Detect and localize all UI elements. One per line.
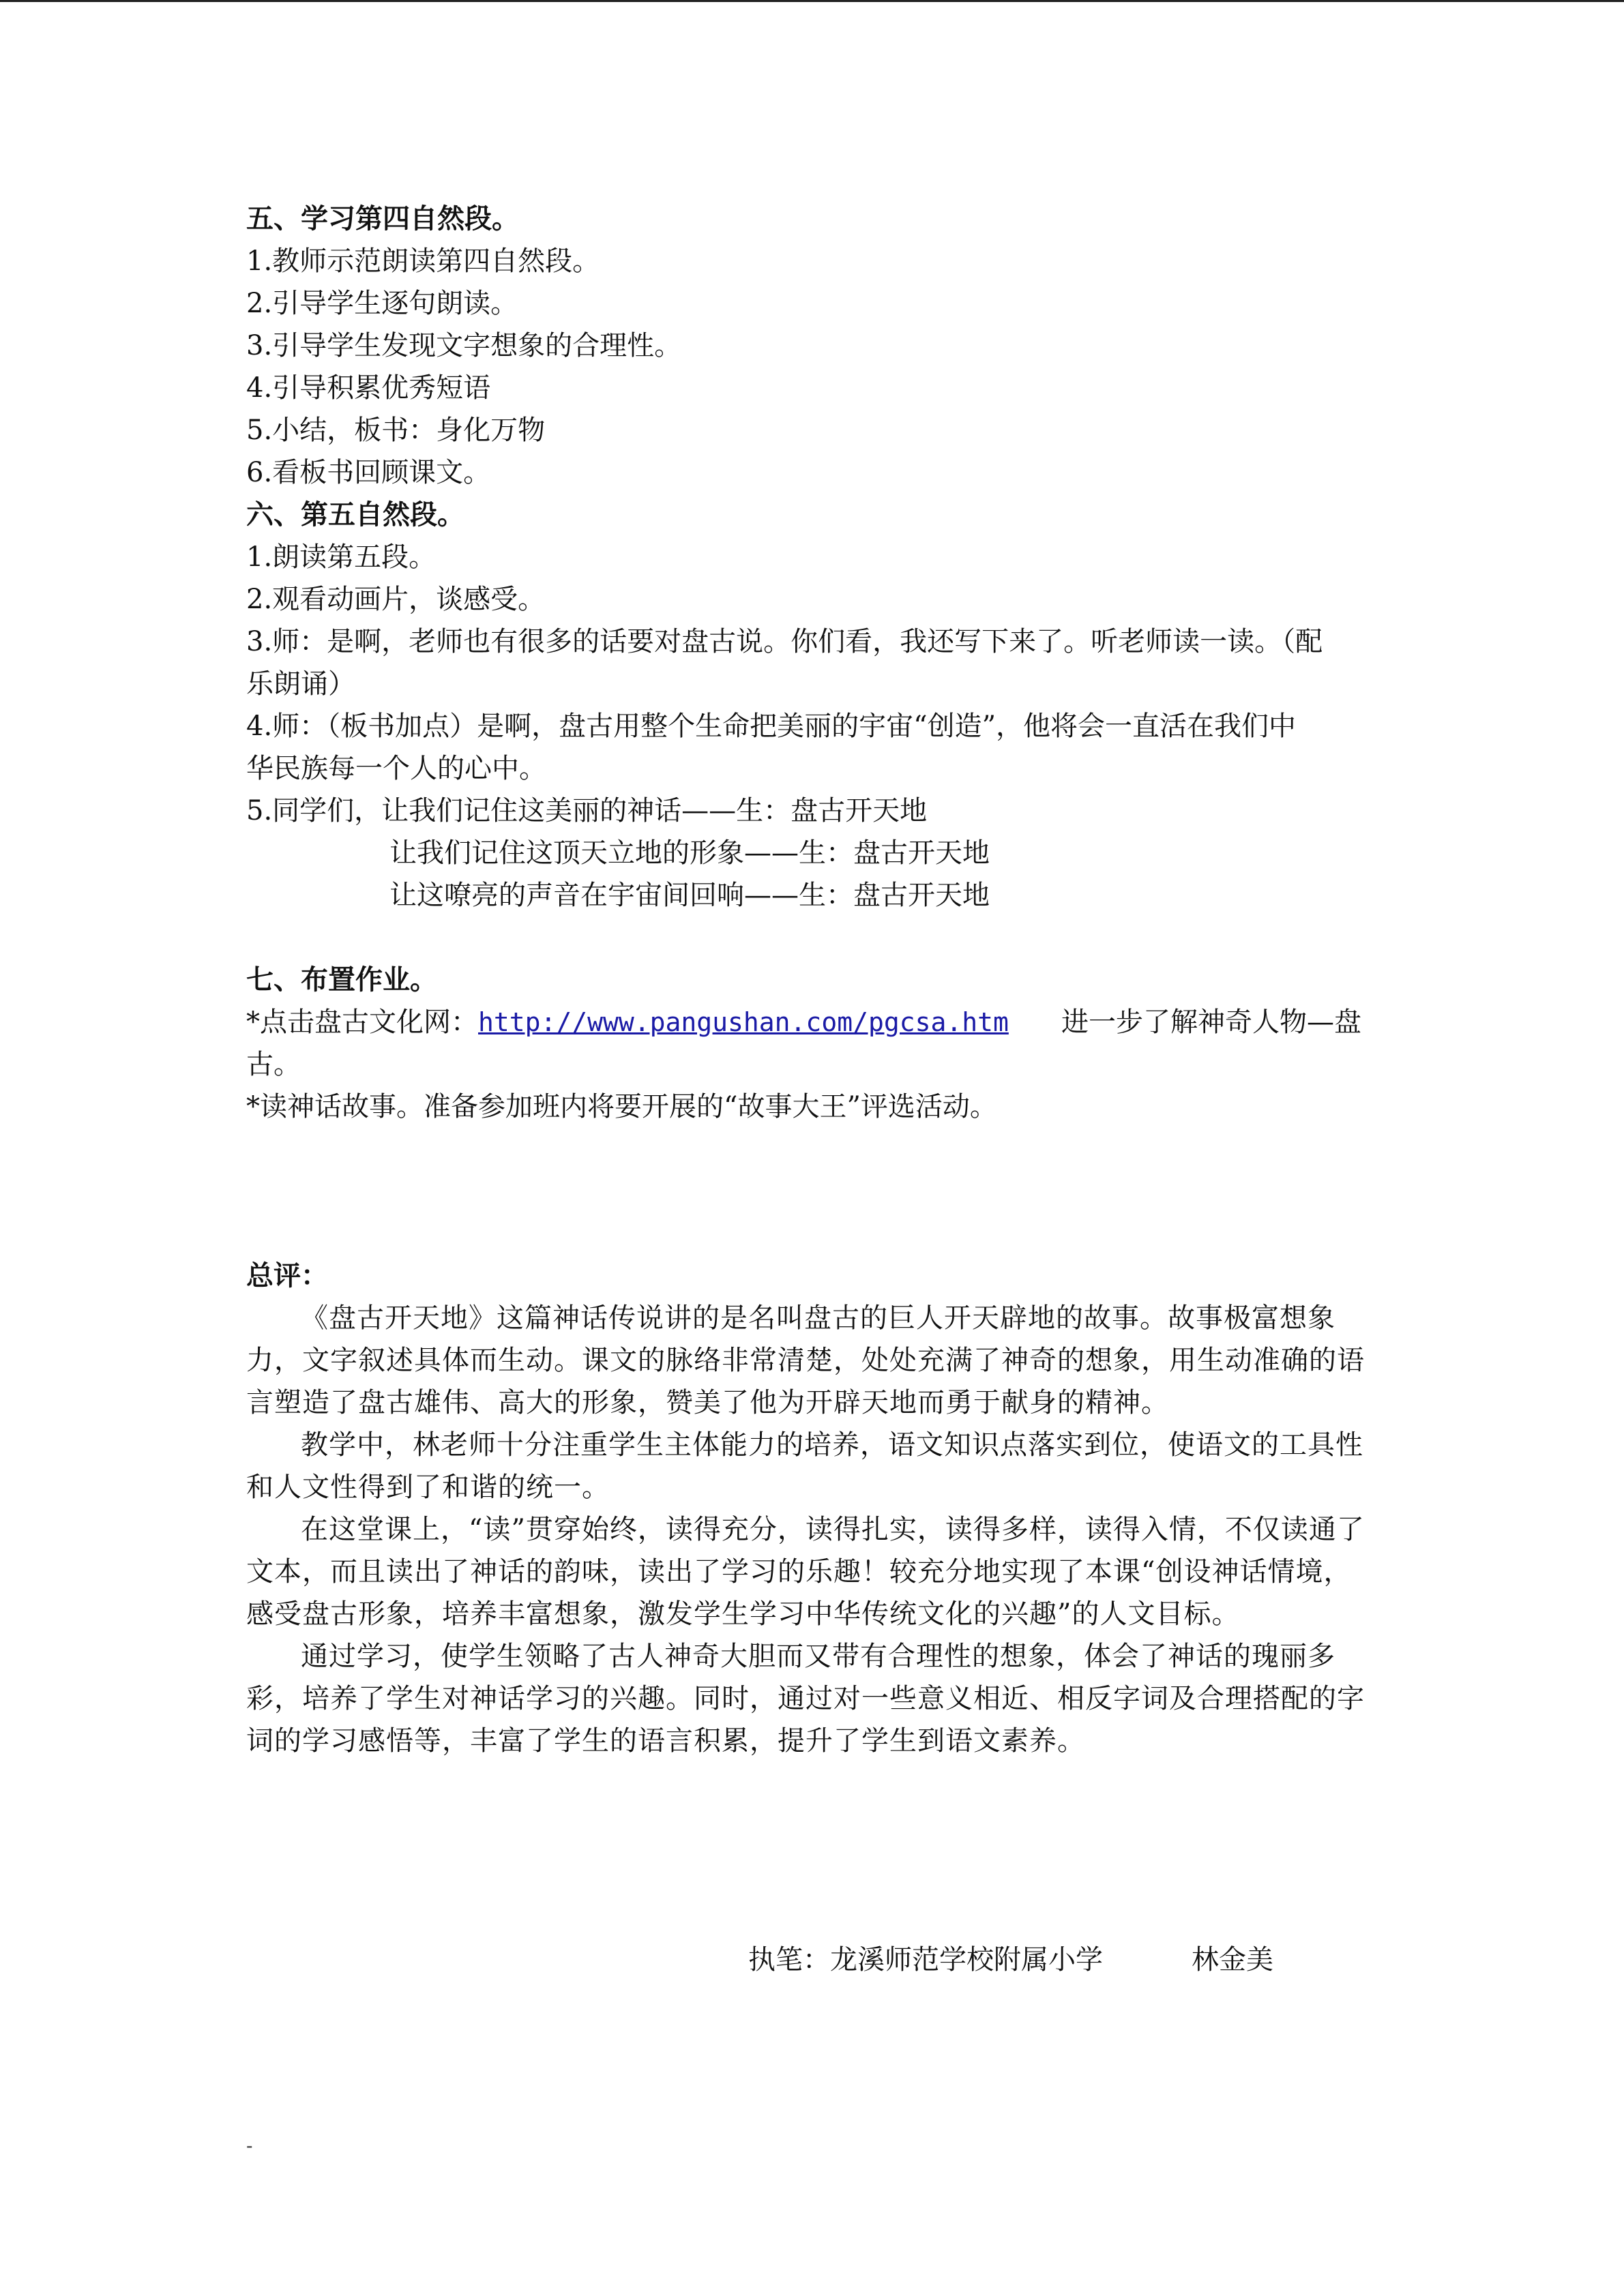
evaluation-paragraph: 《盘古开天地》这篇神话传说讲的是名叫盘古的巨人开天辟地的故事。故事极富想象力，文字叙述具体而生动。课文的脉络非常清楚，处处充满了神奇的想象，用生动准确的语言塑造了盘古雄伟、高大的形象，赞美了他为开辟天地而勇于献身的精神。 [246,1302,1365,1418]
signature-name: 林金美 [1192,1944,1273,1976]
evaluation-paragraph: 在这堂课上，“读”贯穿始终，读得充分，读得扎实，读得多样，读得入情，不仅读通了文本，而且读出了神话的韵味，读出了学习的乐趣！较充分地实现了本课“创设神话情境，感受盘古形象，培养丰富想象，激发学生学习中华传统文化的兴趣”的人文目标。 [246,1514,1365,1630]
section-5-heading: 五、学习第四自然段。 [246,203,519,235]
homework-1-suffix: 进一步了解神奇人物—盘 [1061,1007,1361,1038]
footer-mark: - [246,2134,253,2157]
homework-1-prefix: *点击盘古文化网： [246,1007,478,1038]
section-5-item: 5.小结，板书：身化万物 [246,415,546,446]
section-6-indented-line: 让这嘹亮的声音在宇宙间回响——生：盘古开天地 [389,880,990,911]
section-5-item: 3.引导学生发现文字想象的合理性。 [246,330,682,361]
signature-label: 执笔：龙溪师范学校附属小学 [748,1944,1103,1976]
section-6-item: 乐朗诵） [246,668,355,700]
top-border-line [0,0,1624,2]
evaluation-paragraph: 教学中，林老师十分注重学生主体能力的培养，语文知识点落实到位，使语文的工具性和人文性得到了和谐的统一。 [246,1429,1363,1503]
author-signature [748,1939,1273,1981]
homework-item-1 [246,1001,1378,1043]
section-7-heading: 七、布置作业。 [246,964,437,996]
homework-item-2: *读神话故事。准备参加班内将要开展的“故事大王”评选活动。 [246,1091,997,1122]
section-6-item: 3.师：是啊，老师也有很多的话要对盘古说。你们看，我还写下来了。听老师读一读。（配 [246,626,1323,657]
document-body [246,198,1378,1762]
section-6-item: 1.朗读第五段。 [246,541,437,573]
spacer [246,1128,1378,1170]
spacer [246,916,1378,959]
section-6-item: 4.师：（板书加点）是啊，盘古用整个生命把美丽的宇宙“创造”，他将会一直活在我们中 [246,711,1297,742]
section-5-item: 2.引导学生逐句朗读。 [246,288,518,319]
section-6-item: 华民族每一个人的心中。 [246,753,546,784]
spacer [246,1212,1378,1255]
evaluation-paragraph: 通过学习，使学生领略了古人神奇大胆而又带有合理性的想象，体会了神话的瑰丽多彩，培养了学生对神话学习的兴趣。同时，通过对一些意义相近、相反字词及合理搭配的字词的学习感悟等，丰富了学生的语言积累，提升了学生到语文素养。 [246,1641,1365,1757]
section-6-indented-line: 让我们记住这顶天立地的形象——生：盘古开天地 [389,837,990,869]
spacer [246,1170,1378,1212]
evaluation-heading: 总评： [246,1259,328,1292]
pangu-website-link[interactable]: http://www.pangushan.com/pgcsa.htm [478,1007,1009,1037]
section-5-item: 6.看板书回顾课文。 [246,457,491,488]
section-5-item: 4.引导积累优秀短语 [246,372,491,404]
section-6-item: 5.同学们，让我们记住这美丽的神话——生：盘古开天地 [246,795,928,826]
section-6-heading: 六、第五自然段。 [246,498,464,531]
section-6-item: 2.观看动画片，谈感受。 [246,584,546,615]
homework-1-continuation: 古。 [246,1049,301,1080]
section-5-item: 1.教师示范朗读第四自然段。 [246,245,600,277]
evaluation-body [246,1297,1378,1762]
